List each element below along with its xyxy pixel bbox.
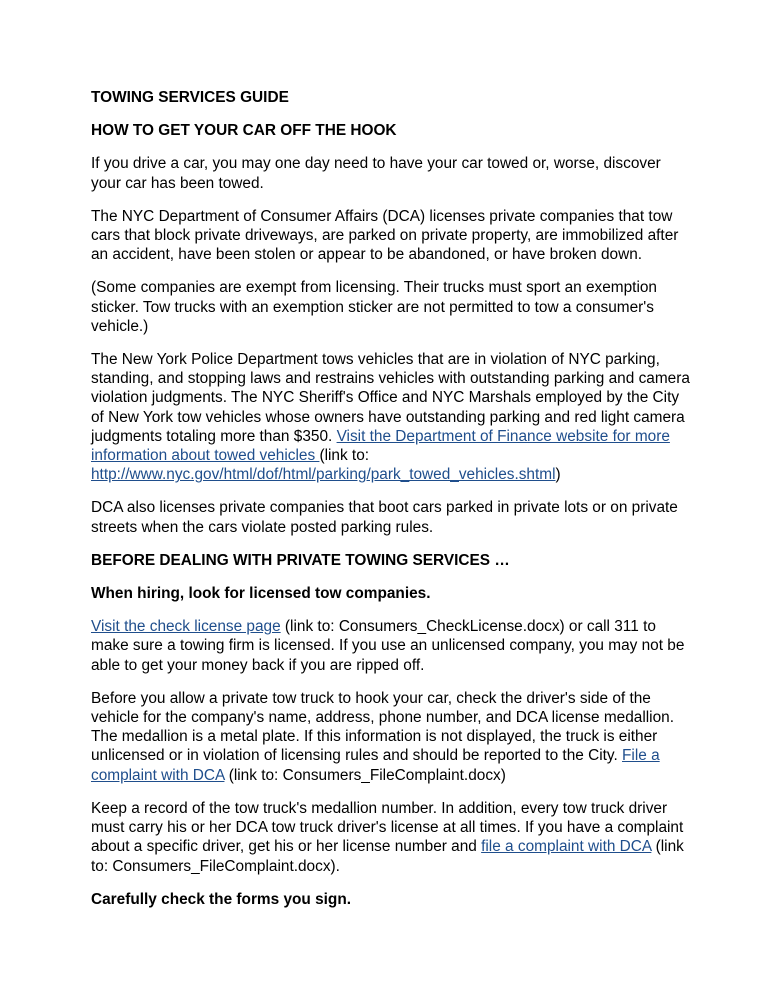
section-heading: BEFORE DEALING WITH PRIVATE TOWING SERVICES …: [91, 551, 510, 569]
paragraph-exemption: (Some companies are exempt from licensing. Their trucks must sport an exemption sticker. Tow trucks with an exemption sticker are not permitted to tow a consumer's vehicle.): [91, 279, 657, 335]
paragraph-intro: If you drive a car, you may one day need to have your car towed or, worse, discover your car has been towed.: [91, 155, 661, 192]
subheading-licensed: When hiring, look for licensed tow companies.: [91, 585, 431, 603]
medallion-after: (link to: Consumers_FileComplaint.docx).: [91, 838, 684, 875]
paragraph-boot: DCA also licenses private companies that boot cars parked in private lots or on private streets when the cars violate posted parking rules.: [91, 499, 678, 536]
paragraph-before-hook: [91, 689, 691, 785]
towed-vehicles-url-link[interactable]: http://www.nyc.gov/html/dof/html/parking/park_towed_vehicles.shtml: [91, 466, 556, 484]
subheading-forms: Carefully check the forms you sign.: [91, 890, 352, 908]
finance-website-link[interactable]: Visit the Department of Finance website for more information about towed vehicles: [91, 427, 670, 465]
link-paren-open: (link to:: [319, 447, 370, 465]
check-license-text: (link to: Consumers_CheckLicense.docx) or call 311 to make sure a towing firm is licensed. If you use an unlicensed company, you may not be able to get your money back if you are ripped off.: [91, 618, 685, 674]
paragraph-medallion: [91, 799, 691, 876]
paragraph-check-license: [91, 617, 691, 675]
document-title: TOWING SERVICES GUIDE: [91, 89, 289, 106]
paragraph-nypd: [91, 350, 691, 484]
medallion-text: Keep a record of the tow truck's medallion number. In addition, every tow truck driver must carry his or her DCA tow truck driver's license at all times. If you have a complaint about a specific driver, get his or her license number and: [91, 799, 684, 856]
before-hook-text: Before you allow a private tow truck to hook your car, check the driver's side of the vehicle for the company's name, address, phone number, and DCA license medallion. The medallion is a metal plate. If this information is not displayed, the truck is either unlicensed or in violation of licensing rules and should be reported to the City.: [91, 689, 674, 765]
check-license-link[interactable]: Visit the check license page: [91, 618, 281, 636]
file-complaint-link-2[interactable]: file a complaint with DCA: [481, 838, 652, 856]
file-complaint-link-1[interactable]: File a complaint with DCA: [91, 747, 660, 784]
document-subtitle: HOW TO GET YOUR CAR OFF THE HOOK: [91, 122, 397, 140]
document-page: [91, 88, 691, 923]
paragraph-dca-licenses: The NYC Department of Consumer Affairs (DCA) licenses private companies that tow cars that block private driveways, are parked on private property, are immobilized after an accident, have been stolen or appear to be abandoned, or have broken down.: [91, 207, 679, 264]
nypd-text: The New York Police Department tows vehicles that are in violation of NYC parking, standing, and stopping laws and restrains vehicles with outstanding parking and camera violation judgments. The NYC Sheriff's Office and NYC Marshals employed by the City of New York tow vehicles whose owners have outstanding parking and red light camera judgments totaling more than $350.: [91, 351, 690, 445]
before-hook-after: (link to: Consumers_FileComplaint.docx): [224, 766, 506, 784]
link-paren-close: ): [555, 466, 561, 484]
